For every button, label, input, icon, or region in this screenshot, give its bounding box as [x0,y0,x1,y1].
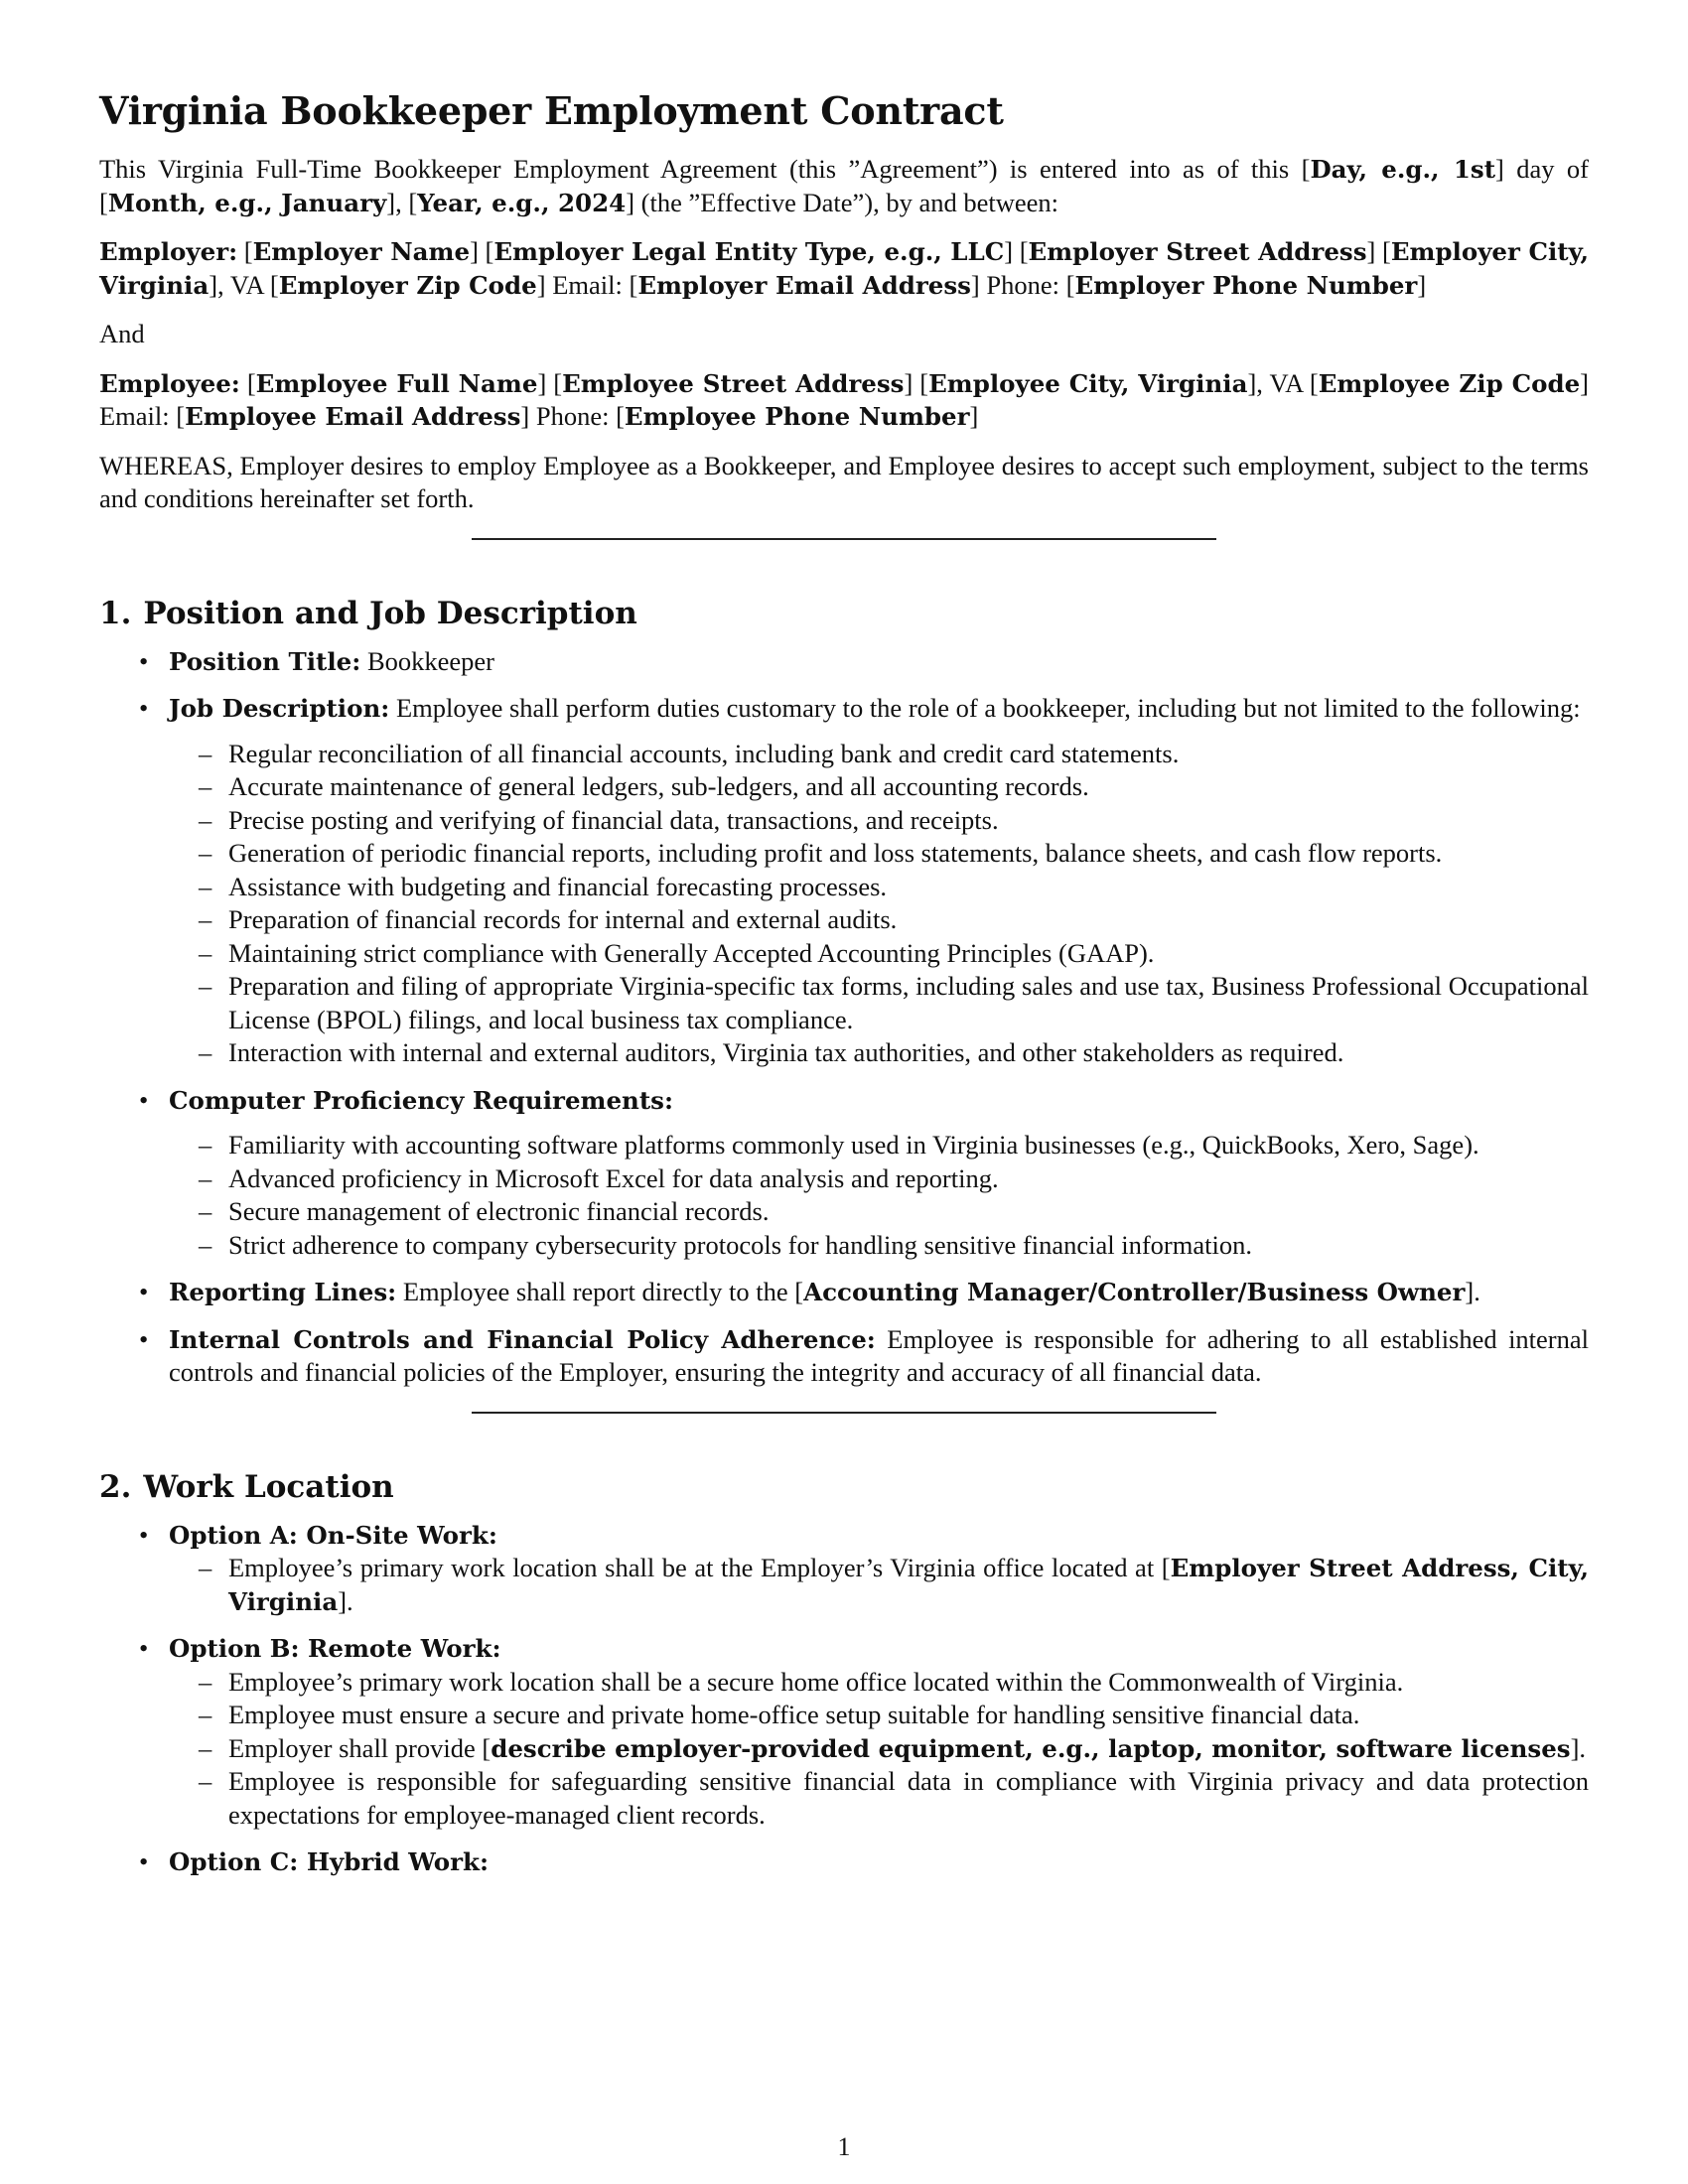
list-item: – Generation of periodic financial reports, including profit and loss statements, balance sheets, and cash flow reports. [169,837,1589,871]
option-a-list [169,1552,1589,1618]
section-1-heading: 1. Position and Job Description [99,595,637,631]
section-divider [472,1412,1216,1414]
list-item: – Interaction with internal and external auditors, Virginia tax authorities, and other stakeholders as required. [169,1036,1589,1070]
list-item: – Employee’s primary work location shall be a secure home office located within the Commonwealth of Virginia. [169,1666,1589,1700]
list-item: – Regular reconciliation of all financial accounts, including bank and credit card statements. [169,738,1589,771]
section-2-heading: 2. Work Location [99,1468,394,1505]
list-item: – Strict adherence to company cybersecurity protocols for handling sensitive financial information. [169,1229,1589,1263]
computer-proficiency-item: • Computer Proficiency Requirements: – Familiarity with accounting software platforms commonly used in Virginia businesses (e.g., QuickBooks, Xero, Sage). – Advanced proficiency in Microsoft Excel for data analysis and reporting. – Secure management of electronic financial records. – Strict adherence to company cybersecurity protocols for handling sensitive financial information. [99,1084,1589,1263]
employer-block: Employer: [Employer Name] [Employer Legal Entity Type, e.g., LLC] [Employer Street Address] [Employer City, Virginia], VA [Employer Zip Code] Email: [Employer Email Address] Phone: [Employer Phone Number] [99,236,1590,300]
day-placeholder: Day, e.g., 1st [1310,155,1496,184]
section-1-list [99,645,1589,1390]
year-placeholder: Year, e.g., 2024 [417,188,627,217]
internal-controls-item: • Internal Controls and Financial Policy Adherence: Employee is responsible for adhering to all established internal controls and financial policies of the Employer, ensuring the integrity and accuracy of all financial data. [99,1323,1589,1390]
reporting-lines-item: • Reporting Lines: Employee shall report directly to the [Accounting Manager/Controller/Business Owner]. [99,1276,1589,1309]
list-item: – Preparation of financial records for internal and external audits. [169,903,1589,937]
list-item: – Precise posting and verifying of financial data, transactions, and receipts. [169,804,1589,838]
position-title-item: • Position Title: Bookkeeper [99,645,1589,679]
list-item: – Preparation and filing of appropriate Virginia-specific tax forms, including sales and use tax, Business Professional Occupational License (BPOL) filings, and local business tax compliance. [169,970,1589,1036]
document-page [99,87,1589,1893]
computer-proficiency-list [169,1129,1589,1262]
duties-list [169,738,1589,1070]
section-2-list [99,1519,1589,1879]
list-item: – Secure management of electronic financial records. [169,1195,1589,1229]
option-b-item: • Option B: Remote Work: – Employee’s primary work location shall be a secure home office located within the Commonwealth of Virginia. – Employee must ensure a secure and private home-office setup suitable for handling sensitive financial data. – Employer shall provide [describe employer-provided equipment, e.g., laptop, monitor, software licenses]. – Employee is responsible for safeguarding sensitive financial data in compliance with Virginia privacy and data protection expectations for employee-managed client records. [99,1632,1589,1832]
month-placeholder: Month, e.g., January [107,188,387,217]
option-a-item: • Option A: On-Site Work: – Employee’s primary work location shall be at the Employer’s Virginia office located at [Employer Street Address, City, Virginia]. [99,1519,1589,1619]
list-item: – Assistance with budgeting and financial forecasting processes. [169,871,1589,904]
list-item: – Employee must ensure a secure and private home-office setup suitable for handling sensitive financial data. [169,1699,1589,1732]
employee-block: Employee: [Employee Full Name] [Employee Street Address] [Employee City, Virginia], VA [Employee Zip Code] Email: [Employee Email Address] Phone: [Employee Phone Number] [99,367,1589,431]
and-text: And [99,319,145,348]
list-item: – Familiarity with accounting software platforms commonly used in Virginia businesses (e.g., QuickBooks, Xero, Sage). [169,1129,1589,1162]
whereas-paragraph: WHEREAS, Employer desires to employ Employee as a Bookkeeper, and Employee desires to accept such employment, subject to the terms and conditions hereinafter set forth. [99,450,1589,513]
list-item: – Maintaining strict compliance with Generally Accepted Accounting Principles (GAAP). [169,937,1589,971]
list-item: – Employer shall provide [describe employer-provided equipment, e.g., laptop, monitor, software licenses]. [169,1732,1589,1766]
job-description-item: • Job Description: Employee shall perform duties customary to the role of a bookkeeper, including but not limited to the following: – Regular reconciliation of all financial accounts, including bank and credit card statements. – Accurate maintenance of general ledgers, sub-ledgers, and all accounting records. – Precise posting and verifying of financial data, transactions, and receipts. – Generation of periodic financial reports, including profit and loss statements, balance sheets, and cash flow reports. – Assistance with budgeting and financial forecasting processes. – Preparation of financial records for internal and external audits. – Maintaining strict compliance with Generally Accepted Accounting Principles (GAAP). – Preparation and filing of appropriate Virginia-specific tax forms, including sales and use tax, Business Professional Occupational License (BPOL) filings, and local business tax compliance. – Interaction with internal and external auditors, Virginia tax authorities, and other stakeholders as required. [99,692,1589,1070]
list-item: – Accurate maintenance of general ledgers, sub-ledgers, and all accounting records. [169,770,1589,804]
document-title: Virginia Bookkeeper Employment Contract [99,88,1004,133]
list-item: – Advanced proficiency in Microsoft Excel for data analysis and reporting. [169,1162,1589,1196]
option-b-list [169,1666,1589,1833]
section-divider [472,538,1216,540]
list-item: – Employee’s primary work location shall be at the Employer’s Virginia office located at [Employer Street Address, City, Virginia]. [169,1552,1589,1618]
page-number: 1 [837,2132,851,2161]
list-item: – Employee is responsible for safeguarding sensitive financial data in compliance with Virginia privacy and data protection expectations for employee-managed client records. [169,1765,1589,1832]
intro-paragraph: This Virginia Full-Time Bookkeeper Employment Agreement (this ”Agreement”) is entered into as of this [Day, e.g., 1st] day of [Month, e.g., January], [Year, e.g., 2024] (the ”Effective Date”), by and between: [99,154,1589,217]
option-c-item: • Option C: Hybrid Work: [99,1845,1589,1879]
